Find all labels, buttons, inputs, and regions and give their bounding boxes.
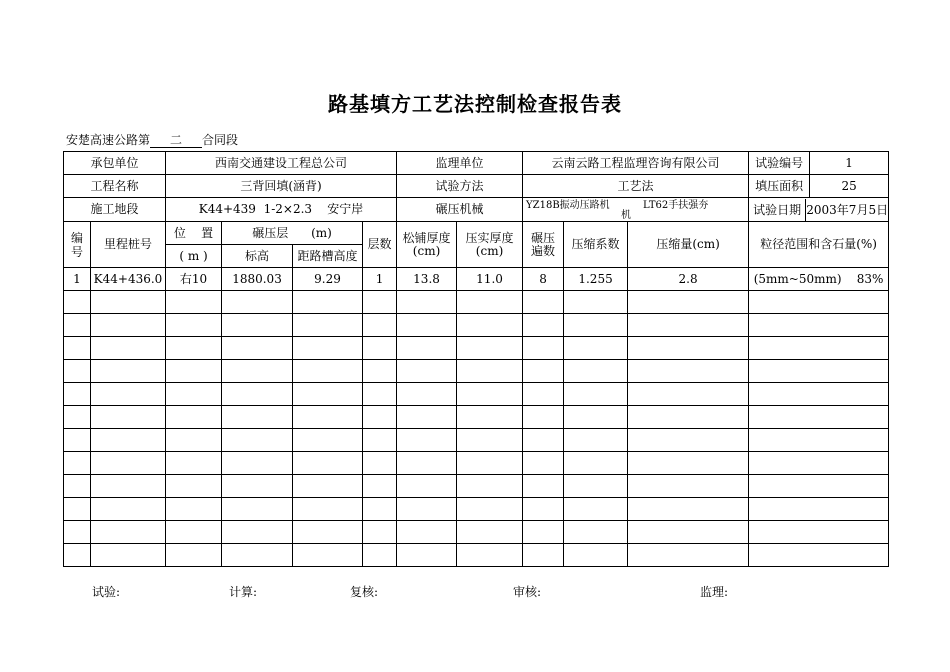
empty-cell xyxy=(628,337,749,360)
empty-cell xyxy=(91,314,166,337)
empty-cell xyxy=(222,337,293,360)
empty-cell xyxy=(363,383,397,406)
row-elev: 1880.03 xyxy=(222,268,293,291)
info-row-1 xyxy=(64,152,889,175)
empty-cell xyxy=(628,314,749,337)
test-number-label: 试验编号 xyxy=(749,152,810,174)
supervisor-value: 云南云路工程监理咨询有限公司 xyxy=(523,152,749,175)
empty-cell xyxy=(64,521,91,544)
empty-cell xyxy=(293,475,363,498)
empty-cell xyxy=(91,360,166,383)
area-cell xyxy=(749,175,889,198)
empty-cell xyxy=(91,337,166,360)
empty-cell xyxy=(628,360,749,383)
col-loose-header: 松铺厚度 (cm) xyxy=(397,222,457,268)
empty-cell xyxy=(457,337,523,360)
col-amount-header: 压缩量(cm) xyxy=(628,222,749,268)
empty-cell xyxy=(523,383,564,406)
empty-cell xyxy=(457,429,523,452)
empty-cell xyxy=(564,498,628,521)
empty-cell xyxy=(363,429,397,452)
empty-cell xyxy=(166,544,222,567)
empty-cell xyxy=(564,544,628,567)
report-title: 路基填方工艺法控制检查报告表 xyxy=(328,92,622,116)
section-number: 二 xyxy=(150,134,202,148)
empty-cell xyxy=(397,544,457,567)
method-label: 试验方法 xyxy=(397,175,523,198)
project-value: 三背回填(涵背) xyxy=(166,175,397,198)
row-coef: 1.255 xyxy=(564,268,628,291)
empty-cell xyxy=(457,291,523,314)
empty-cell xyxy=(166,360,222,383)
test-number-value: 1 xyxy=(845,156,853,170)
row-no: 1 xyxy=(64,268,91,291)
row-amount: 2.8 xyxy=(628,268,749,291)
empty-cell xyxy=(564,337,628,360)
col-dist-header: 距路槽高度 xyxy=(293,245,363,268)
empty-cell xyxy=(523,337,564,360)
empty-cell xyxy=(749,452,889,475)
data-row-1 xyxy=(64,268,889,291)
empty-row xyxy=(64,498,889,521)
empty-cell xyxy=(628,406,749,429)
empty-cell xyxy=(749,360,889,383)
empty-cell xyxy=(749,406,889,429)
empty-row xyxy=(64,291,889,314)
machine-tamper-cont: 机 xyxy=(621,210,632,221)
empty-cell xyxy=(457,521,523,544)
empty-cell xyxy=(457,498,523,521)
method-value: 工艺法 xyxy=(523,175,749,198)
empty-cell xyxy=(523,360,564,383)
date-value: 2003年7月5日 xyxy=(806,202,889,217)
empty-cell xyxy=(363,406,397,429)
empty-cell xyxy=(64,544,91,567)
empty-cell xyxy=(166,475,222,498)
empty-cell xyxy=(64,498,91,521)
info-row-3 xyxy=(64,198,889,222)
empty-cell xyxy=(91,544,166,567)
empty-cell xyxy=(293,521,363,544)
site-label: 施工地段 xyxy=(64,198,166,222)
empty-cell xyxy=(91,475,166,498)
empty-cell xyxy=(564,406,628,429)
col-compact-header: 压实厚度 (cm) xyxy=(457,222,523,268)
empty-cell xyxy=(628,544,749,567)
col-layers-header: 层数 xyxy=(363,222,397,268)
empty-cell xyxy=(749,314,889,337)
empty-cell xyxy=(628,291,749,314)
machine-roller: YZ18B振动压路机 xyxy=(526,200,610,211)
empty-cell xyxy=(64,360,91,383)
empty-row xyxy=(64,360,889,383)
footer-review: 复核: xyxy=(350,585,379,599)
footer-calc: 计算: xyxy=(229,585,258,599)
empty-cell xyxy=(397,406,457,429)
empty-cell xyxy=(457,452,523,475)
empty-cell xyxy=(397,314,457,337)
empty-cell xyxy=(457,406,523,429)
empty-cell xyxy=(457,544,523,567)
machine-label: 碾压机械 xyxy=(397,198,523,222)
machine-value xyxy=(523,198,749,222)
empty-cell xyxy=(523,406,564,429)
empty-cell xyxy=(564,360,628,383)
empty-cell xyxy=(397,291,457,314)
empty-row xyxy=(64,337,889,360)
empty-cell xyxy=(397,521,457,544)
date-cell xyxy=(749,198,889,222)
col-passes-header: 碾压 遍数 xyxy=(523,222,564,268)
empty-cell xyxy=(293,291,363,314)
empty-cell xyxy=(564,429,628,452)
empty-cell xyxy=(91,291,166,314)
empty-cell xyxy=(222,314,293,337)
empty-cell xyxy=(166,291,222,314)
empty-cell xyxy=(363,452,397,475)
empty-cell xyxy=(749,337,889,360)
empty-row xyxy=(64,383,889,406)
empty-cell xyxy=(523,429,564,452)
empty-cell xyxy=(91,521,166,544)
empty-cell xyxy=(523,475,564,498)
empty-cell xyxy=(91,406,166,429)
empty-cell xyxy=(564,383,628,406)
empty-cell xyxy=(523,498,564,521)
empty-cell xyxy=(363,291,397,314)
empty-cell xyxy=(64,291,91,314)
empty-cell xyxy=(293,337,363,360)
contractor-value: 西南交通建设工程总公司 xyxy=(166,152,397,175)
project-label: 工程名称 xyxy=(64,175,166,198)
empty-cell xyxy=(91,498,166,521)
empty-cell xyxy=(293,452,363,475)
empty-cell xyxy=(749,383,889,406)
col-elev-header: 标高 xyxy=(222,245,293,268)
col-coef-header: 压缩系数 xyxy=(564,222,628,268)
empty-cell xyxy=(166,383,222,406)
empty-cell xyxy=(166,406,222,429)
empty-cell xyxy=(749,521,889,544)
col-grain-header: 粒径范围和含石量(%) xyxy=(749,222,889,268)
empty-cell xyxy=(363,544,397,567)
row-compact: 11.0 xyxy=(457,268,523,291)
empty-cell xyxy=(166,314,222,337)
empty-cell xyxy=(222,544,293,567)
empty-cell xyxy=(293,360,363,383)
empty-cell xyxy=(293,498,363,521)
empty-cell xyxy=(64,314,91,337)
area-value: 25 xyxy=(841,179,857,193)
col-pos-unit: ( m ) xyxy=(166,245,222,268)
inspection-table xyxy=(63,151,889,567)
empty-cell xyxy=(64,452,91,475)
empty-cell xyxy=(457,360,523,383)
col-pos-header: 位 置 xyxy=(166,222,222,245)
empty-cell xyxy=(166,521,222,544)
empty-cell xyxy=(222,521,293,544)
empty-cell xyxy=(64,337,91,360)
row-station: K44+436.0 xyxy=(91,268,166,291)
machine-tamper: LT62手扶强夯 xyxy=(643,200,709,211)
empty-cell xyxy=(222,360,293,383)
empty-cell xyxy=(523,291,564,314)
empty-cell xyxy=(166,498,222,521)
empty-cell xyxy=(749,429,889,452)
footer-test: 试验: xyxy=(92,585,121,599)
empty-cell xyxy=(564,452,628,475)
date-label: 试验日期 xyxy=(749,199,806,221)
highway-prefix: 安楚高速公路第 xyxy=(66,133,151,147)
empty-cell xyxy=(64,475,91,498)
empty-cell xyxy=(523,452,564,475)
empty-cell xyxy=(293,314,363,337)
footer-supervise: 监理: xyxy=(700,585,729,599)
empty-cell xyxy=(628,521,749,544)
empty-cell xyxy=(397,360,457,383)
row-layers: 1 xyxy=(363,268,397,291)
empty-cell xyxy=(222,291,293,314)
empty-cell xyxy=(523,314,564,337)
empty-cell xyxy=(91,383,166,406)
empty-cell xyxy=(166,429,222,452)
empty-cell xyxy=(628,383,749,406)
empty-cell xyxy=(628,429,749,452)
row-loose: 13.8 xyxy=(397,268,457,291)
empty-cell xyxy=(222,498,293,521)
empty-cell xyxy=(628,475,749,498)
empty-cell xyxy=(749,475,889,498)
empty-cell xyxy=(64,406,91,429)
row-pos: 右10 xyxy=(166,268,222,291)
empty-cell xyxy=(749,498,889,521)
empty-cell xyxy=(222,406,293,429)
empty-cell xyxy=(363,337,397,360)
empty-cell xyxy=(749,291,889,314)
col-no-header: 编号 xyxy=(64,222,91,268)
empty-cell xyxy=(222,383,293,406)
header-row-1 xyxy=(64,222,889,245)
area-label: 填压面积 xyxy=(749,175,810,197)
empty-cell xyxy=(397,498,457,521)
empty-cell xyxy=(564,314,628,337)
empty-cell xyxy=(363,475,397,498)
empty-cell xyxy=(397,475,457,498)
empty-row xyxy=(64,544,889,567)
test-number-cell xyxy=(749,152,889,175)
empty-cell xyxy=(397,383,457,406)
empty-cell xyxy=(628,498,749,521)
empty-cell xyxy=(363,498,397,521)
empty-cell xyxy=(293,429,363,452)
empty-cell xyxy=(457,383,523,406)
empty-cell xyxy=(564,475,628,498)
site-value: K44+439 1-2×2.3 安宁岸 xyxy=(166,198,397,222)
empty-row xyxy=(64,521,889,544)
supervisor-label: 监理单位 xyxy=(397,152,523,175)
empty-cell xyxy=(564,291,628,314)
empty-row xyxy=(64,452,889,475)
empty-cell xyxy=(564,521,628,544)
contractor-label: 承包单位 xyxy=(64,152,166,175)
empty-cell xyxy=(457,475,523,498)
empty-cell xyxy=(64,383,91,406)
empty-cell xyxy=(397,452,457,475)
empty-cell xyxy=(222,452,293,475)
empty-cell xyxy=(293,544,363,567)
empty-cell xyxy=(397,429,457,452)
empty-cell xyxy=(523,521,564,544)
empty-cell xyxy=(523,544,564,567)
empty-cell xyxy=(457,314,523,337)
empty-cell xyxy=(166,337,222,360)
footer-audit: 审核: xyxy=(513,585,542,599)
empty-cell xyxy=(91,452,166,475)
empty-cell xyxy=(91,429,166,452)
empty-cell xyxy=(397,337,457,360)
empty-cell xyxy=(363,360,397,383)
col-layer-group-header: 碾压层 (m) xyxy=(222,222,363,245)
empty-row xyxy=(64,406,889,429)
empty-cell xyxy=(222,475,293,498)
empty-cell xyxy=(363,314,397,337)
empty-cell xyxy=(293,383,363,406)
empty-row xyxy=(64,314,889,337)
contract-suffix: 合同段 xyxy=(202,133,239,147)
col-station-header: 里程桩号 xyxy=(91,222,166,268)
empty-cell xyxy=(166,452,222,475)
contract-section-line xyxy=(66,131,238,148)
empty-cell xyxy=(222,429,293,452)
empty-cell xyxy=(64,429,91,452)
row-grain: (5mm~50mm) 83% xyxy=(749,268,889,291)
row-dist: 9.29 xyxy=(293,268,363,291)
empty-cell xyxy=(293,406,363,429)
row-passes: 8 xyxy=(523,268,564,291)
info-row-2 xyxy=(64,175,889,198)
empty-cell xyxy=(749,544,889,567)
empty-cell xyxy=(628,452,749,475)
empty-row xyxy=(64,475,889,498)
empty-cell xyxy=(363,521,397,544)
empty-row xyxy=(64,429,889,452)
